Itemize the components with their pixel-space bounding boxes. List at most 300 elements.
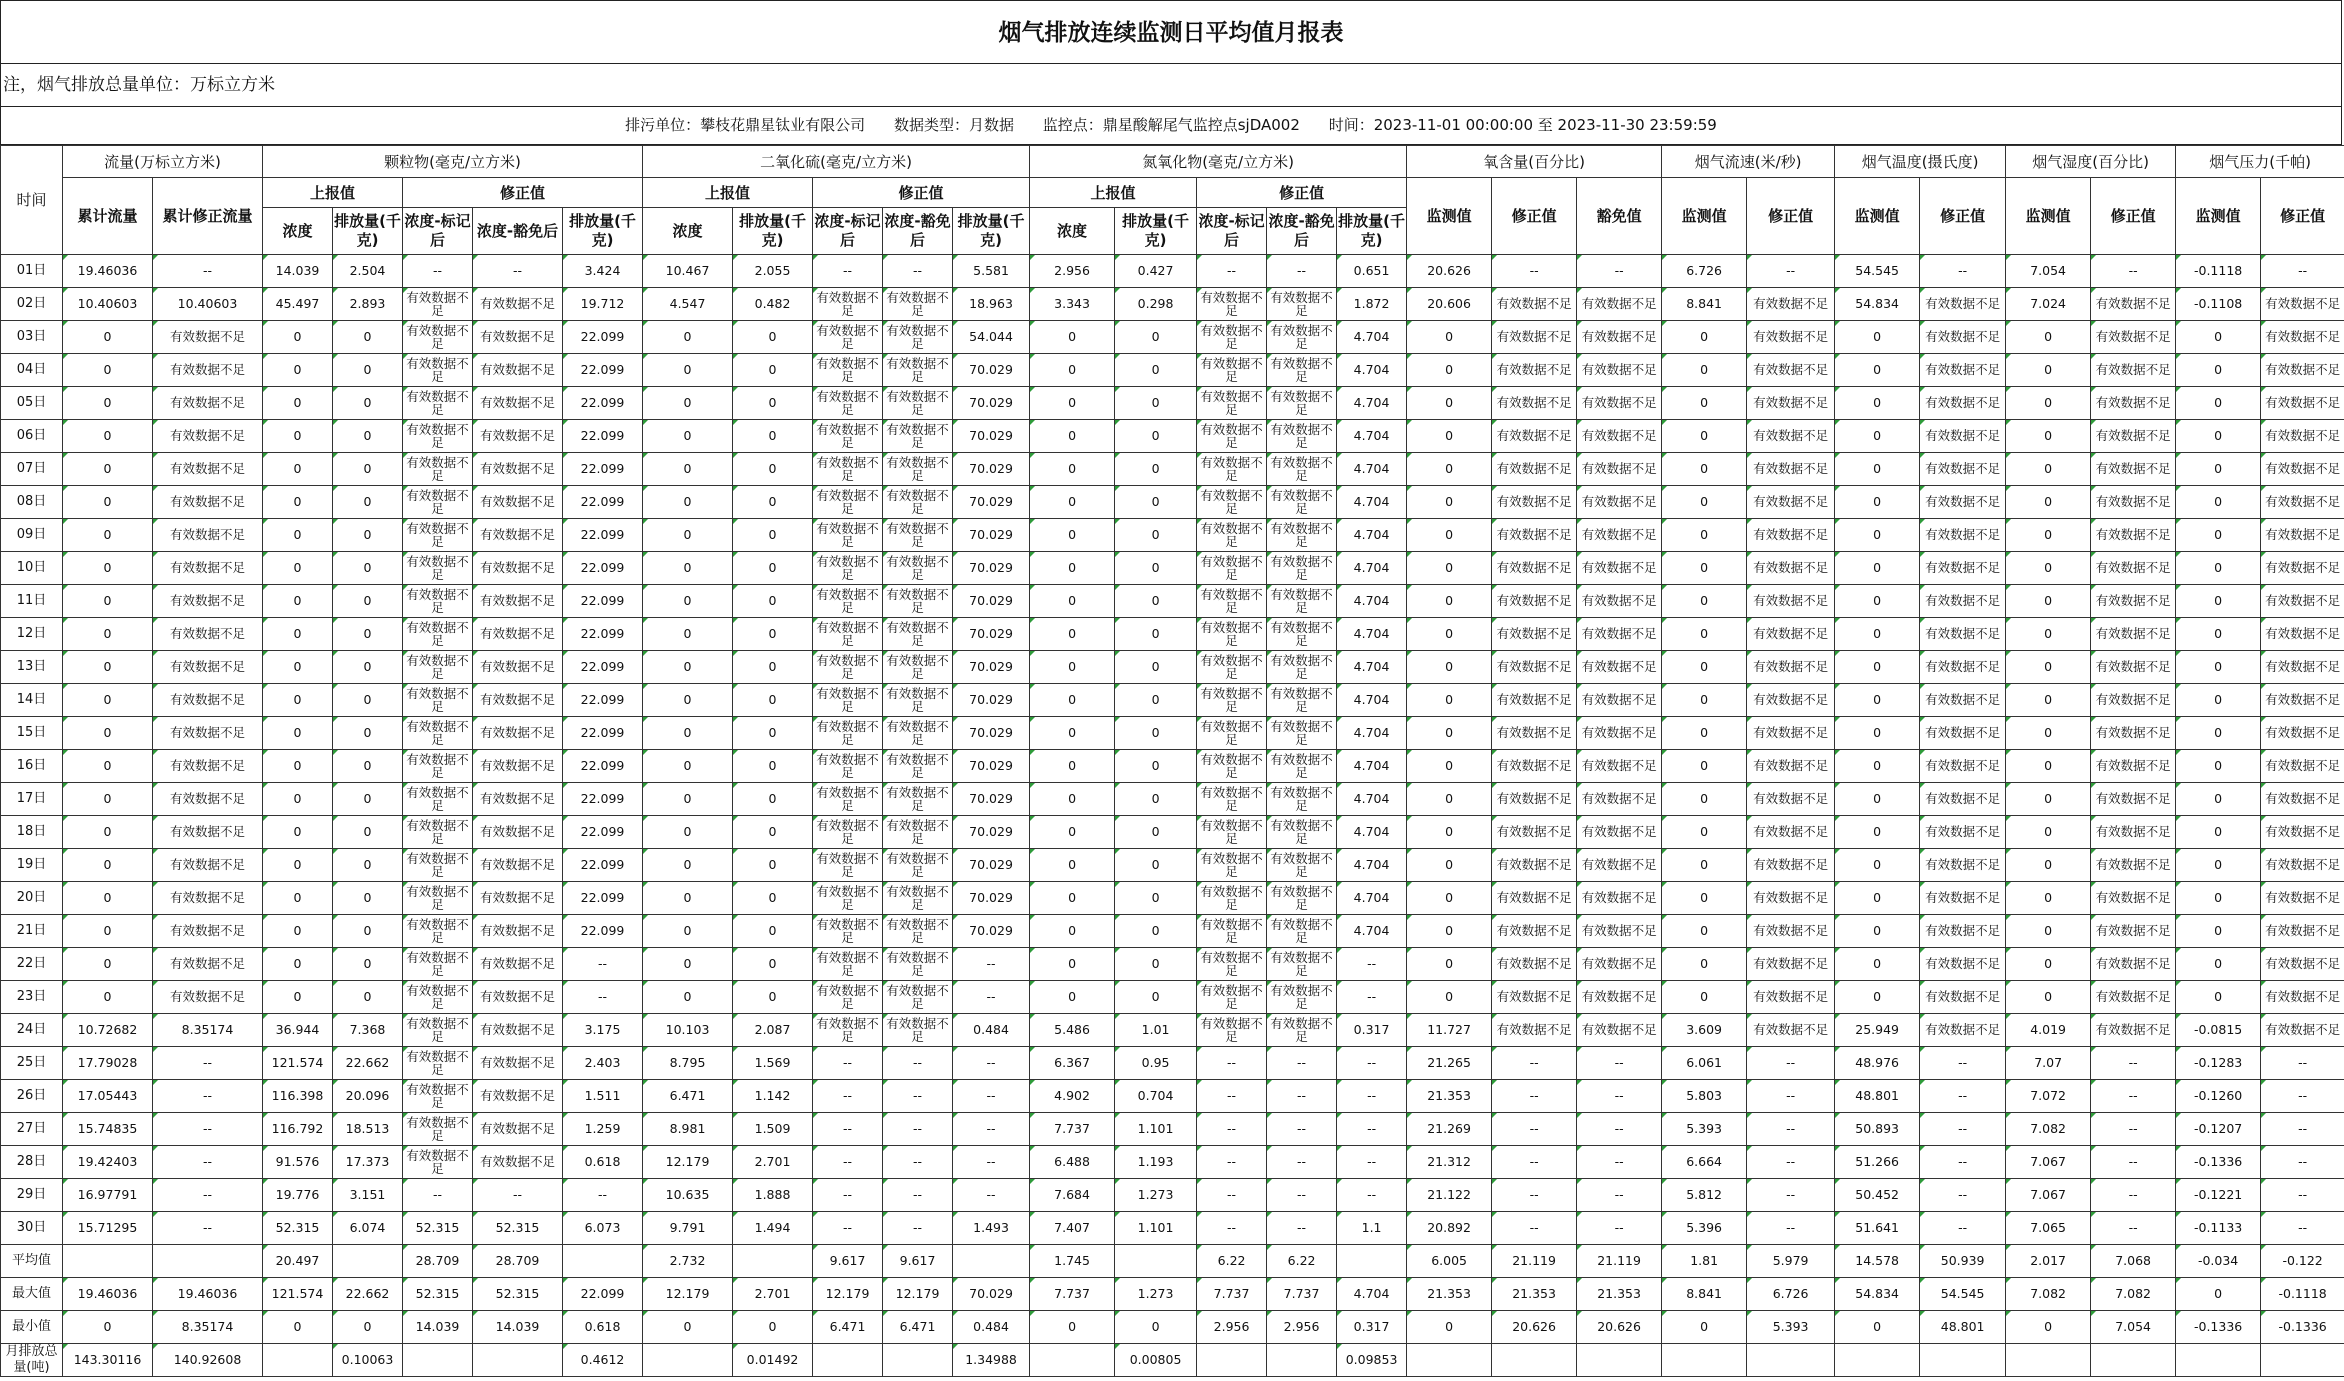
row-label: 月排放总量(吨)	[1, 1344, 63, 1377]
cell: 有效数据不足	[1920, 915, 2006, 948]
cell: 有效数据不足	[1267, 882, 1337, 915]
cell: 18.963	[953, 288, 1030, 321]
cell: 有效数据不足	[1197, 1014, 1267, 1047]
cell: 有效数据不足	[1747, 321, 1835, 354]
cell: --	[1197, 255, 1267, 288]
cell: 0	[643, 948, 733, 981]
cell: 1.193	[1115, 1146, 1197, 1179]
row-label: 05日	[1, 387, 63, 420]
cell: 1.511	[563, 1080, 643, 1113]
cell: 0	[643, 750, 733, 783]
cell: --	[953, 1113, 1030, 1146]
cell: 有效数据不足	[1492, 288, 1577, 321]
cell: 有效数据不足	[1577, 387, 1662, 420]
cell: 有效数据不足	[2261, 321, 2344, 354]
cell: 0	[63, 618, 153, 651]
cell: --	[1197, 1179, 1267, 1212]
cell: 70.029	[953, 486, 1030, 519]
cell: 有效数据不足	[1577, 750, 1662, 783]
cell: 有效数据不足	[813, 453, 883, 486]
cell: 0	[2176, 849, 2261, 882]
cell: -0.1133	[2176, 1212, 2261, 1245]
cell: --	[1267, 1080, 1337, 1113]
cell: 50.939	[1920, 1245, 2006, 1278]
cell: 14.039	[263, 255, 333, 288]
cell: 7.737	[1030, 1278, 1115, 1311]
cell: 有效数据不足	[2261, 717, 2344, 750]
cell	[473, 1344, 563, 1377]
cell: 0	[63, 519, 153, 552]
cell: 0	[1662, 420, 1747, 453]
cell: 有效数据不足	[1197, 618, 1267, 651]
cell: 0.298	[1115, 288, 1197, 321]
polluter-unit: 排污单位：攀枝花鼎星钛业有限公司	[625, 116, 866, 134]
cell: 0	[63, 717, 153, 750]
stats-row	[1, 1245, 2344, 1278]
cell: 有效数据不足	[2261, 453, 2344, 486]
cell: 0	[643, 585, 733, 618]
cell: 6.471	[643, 1080, 733, 1113]
stats-row	[1, 1344, 2344, 1377]
cell: 有效数据不足	[153, 552, 263, 585]
cell: 有效数据不足	[2091, 519, 2176, 552]
cell: 7.737	[1197, 1278, 1267, 1311]
cell: 0	[263, 585, 333, 618]
cell: 0	[1835, 1311, 1920, 1344]
cell: 0	[733, 849, 813, 882]
cell: 0	[333, 783, 403, 816]
cell: --	[953, 1146, 1030, 1179]
cell: 有效数据不足	[2261, 750, 2344, 783]
cell: 有效数据不足	[1577, 552, 1662, 585]
flow-group-header: 流量(万标立方米)	[63, 146, 263, 178]
cell: 有效数据不足	[2091, 750, 2176, 783]
cell: 0	[1115, 849, 1197, 882]
data-type: 数据类型：月数据	[893, 116, 1014, 134]
cell: 有效数据不足	[2091, 717, 2176, 750]
cell: --	[1747, 1080, 1835, 1113]
so2-conc-exempt-header: 浓度-豁免后	[883, 208, 953, 255]
cell: 4.704	[1337, 585, 1407, 618]
cell: 有效数据不足	[403, 1047, 473, 1080]
cell: 有效数据不足	[883, 453, 953, 486]
cell: 有效数据不足	[403, 1080, 473, 1113]
table-row	[1, 420, 2344, 453]
cell: 有效数据不足	[473, 750, 563, 783]
cell: 22.099	[563, 651, 643, 684]
cell: 0	[1662, 684, 1747, 717]
row-label: 23日	[1, 981, 63, 1014]
cell: 有效数据不足	[2091, 354, 2176, 387]
row-label: 16日	[1, 750, 63, 783]
cell: 有效数据不足	[473, 1047, 563, 1080]
cell: 0	[1407, 750, 1492, 783]
nox-report-header: 上报值	[1030, 178, 1197, 208]
cell: 0	[263, 552, 333, 585]
cell: 0	[643, 915, 733, 948]
cell: -0.1336	[2261, 1311, 2344, 1344]
cell: 有效数据不足	[1197, 684, 1267, 717]
cell: 15.74835	[63, 1113, 153, 1146]
cell: 有效数据不足	[2091, 948, 2176, 981]
cell: 0	[733, 354, 813, 387]
cell: 0	[1115, 585, 1197, 618]
cell: 0	[1115, 816, 1197, 849]
table-row	[1, 387, 2344, 420]
cell: 0	[2006, 849, 2091, 882]
cell: --	[1577, 255, 1662, 288]
cell: 0	[1407, 552, 1492, 585]
cell: 有效数据不足	[1747, 651, 1835, 684]
cell: --	[1920, 1146, 2006, 1179]
cell: 0	[333, 915, 403, 948]
cell: 有效数据不足	[1920, 783, 2006, 816]
cell: 3.175	[563, 1014, 643, 1047]
cell: --	[813, 1113, 883, 1146]
cell: 有效数据不足	[153, 453, 263, 486]
cell: 有效数据不足	[2261, 420, 2344, 453]
cell: 18.513	[333, 1113, 403, 1146]
cell: --	[2091, 1146, 2176, 1179]
cell: 4.704	[1337, 420, 1407, 453]
cell	[563, 1245, 643, 1278]
cell: 有效数据不足	[403, 816, 473, 849]
cell: 0	[643, 981, 733, 1014]
cell: 121.574	[263, 1278, 333, 1311]
cell: 70.029	[953, 717, 1030, 750]
cell: 有效数据不足	[1492, 354, 1577, 387]
cell: 有效数据不足	[2091, 552, 2176, 585]
so2-conc-header: 浓度	[643, 208, 733, 255]
cell: 有效数据不足	[813, 849, 883, 882]
cell: 0	[63, 651, 153, 684]
so2-group-header: 二氧化硫(毫克/立方米)	[643, 146, 1030, 178]
table-row	[1, 849, 2344, 882]
cell: 有效数据不足	[883, 684, 953, 717]
cell: 12.179	[813, 1278, 883, 1311]
cell: 有效数据不足	[1197, 420, 1267, 453]
cell: 4.704	[1337, 816, 1407, 849]
cell: 有效数据不足	[1920, 750, 2006, 783]
cell: 0	[733, 783, 813, 816]
cell: 有效数据不足	[1197, 288, 1267, 321]
cell: 2.701	[733, 1146, 813, 1179]
cell: 4.704	[1337, 684, 1407, 717]
cell: 有效数据不足	[1577, 321, 1662, 354]
cell: 0	[2006, 717, 2091, 750]
cell: 有效数据不足	[883, 882, 953, 915]
cell: 0	[643, 387, 733, 420]
cell: 2.732	[643, 1245, 733, 1278]
cell: 0	[2176, 816, 2261, 849]
cell: 有效数据不足	[1747, 1014, 1835, 1047]
cell: 有效数据不足	[2091, 387, 2176, 420]
cell: 有效数据不足	[1492, 783, 1577, 816]
cell: 0	[1835, 519, 1920, 552]
cell: 54.044	[953, 321, 1030, 354]
table-row	[1, 1080, 2344, 1113]
cell: 0.01492	[733, 1344, 813, 1377]
cell: 有效数据不足	[1492, 717, 1577, 750]
cell: 17.05443	[63, 1080, 153, 1113]
cell: --	[953, 1179, 1030, 1212]
cell: 4.704	[1337, 750, 1407, 783]
cell: 有效数据不足	[1577, 288, 1662, 321]
cell: 有效数据不足	[473, 915, 563, 948]
cell: 有效数据不足	[1267, 816, 1337, 849]
velocity-group-header: 烟气流速(米/秒)	[1662, 146, 1835, 178]
cell: 0	[1030, 783, 1115, 816]
cell: 有效数据不足	[403, 783, 473, 816]
cell: 0	[63, 981, 153, 1014]
cell: 48.801	[1835, 1080, 1920, 1113]
cell: --	[883, 1113, 953, 1146]
cell: 6.061	[1662, 1047, 1747, 1080]
cell: 有效数据不足	[473, 849, 563, 882]
cell: 4.704	[1337, 783, 1407, 816]
cell: 有效数据不足	[883, 552, 953, 585]
cell: --	[473, 1179, 563, 1212]
cell: 有效数据不足	[1492, 750, 1577, 783]
cell: 21.265	[1407, 1047, 1492, 1080]
cell: 0	[2176, 387, 2261, 420]
cell: 4.704	[1337, 354, 1407, 387]
cell: --	[153, 1080, 263, 1113]
cell: 0	[2176, 618, 2261, 651]
cell: --	[1747, 1146, 1835, 1179]
cell: 0	[63, 1311, 153, 1344]
cell: 有效数据不足	[1267, 684, 1337, 717]
cell: 6.22	[1267, 1245, 1337, 1278]
cell: 有效数据不足	[1747, 948, 1835, 981]
cell: 有效数据不足	[813, 321, 883, 354]
cell	[2176, 1344, 2261, 1377]
cell: 0	[2006, 552, 2091, 585]
cell: 4.704	[1337, 915, 1407, 948]
cell: 70.029	[953, 750, 1030, 783]
cell: 有效数据不足	[2091, 486, 2176, 519]
cell: 0	[1030, 321, 1115, 354]
cell: 8.841	[1662, 288, 1747, 321]
cell: 2.956	[1030, 255, 1115, 288]
cell: 0	[2006, 321, 2091, 354]
cell: 0	[333, 882, 403, 915]
cell: --	[813, 1047, 883, 1080]
cell: 5.812	[1662, 1179, 1747, 1212]
cell: --	[2091, 1080, 2176, 1113]
cell: 有效数据不足	[1267, 585, 1337, 618]
cell: 有效数据不足	[403, 552, 473, 585]
cell: 0	[2006, 915, 2091, 948]
cell: 0	[1662, 321, 1747, 354]
cell: -0.1118	[2261, 1278, 2344, 1311]
cell: 0	[1030, 882, 1115, 915]
cell	[1492, 1344, 1577, 1377]
cell: 有效数据不足	[2091, 783, 2176, 816]
cell: 0	[2176, 453, 2261, 486]
cell: 有效数据不足	[813, 585, 883, 618]
cell: 0	[643, 321, 733, 354]
cell: 54.834	[1835, 288, 1920, 321]
cell: 0	[1115, 1311, 1197, 1344]
row-label: 11日	[1, 585, 63, 618]
cell: 有效数据不足	[473, 1113, 563, 1146]
cell: 0	[63, 915, 153, 948]
cell: 51.266	[1835, 1146, 1920, 1179]
cell: 0	[1835, 651, 1920, 684]
cell: 0	[1115, 453, 1197, 486]
cell: 0	[2006, 387, 2091, 420]
cell: 有效数据不足	[883, 519, 953, 552]
vel-mon-header: 监测值	[1662, 178, 1747, 255]
table-header	[1, 146, 2344, 255]
cell: 有效数据不足	[153, 981, 263, 1014]
cell: 0	[2176, 420, 2261, 453]
cell: 48.976	[1835, 1047, 1920, 1080]
cell: 0	[2006, 585, 2091, 618]
cell: 0	[1835, 717, 1920, 750]
cell: 有效数据不足	[1577, 981, 1662, 1014]
cell: 0	[2176, 321, 2261, 354]
cell: 0	[1407, 618, 1492, 651]
row-label: 最小值	[1, 1311, 63, 1344]
cell: 0	[2006, 651, 2091, 684]
cell: 有效数据不足	[1920, 717, 2006, 750]
cell: 有效数据不足	[1197, 321, 1267, 354]
cell: 1.1	[1337, 1212, 1407, 1245]
cell: 6.22	[1197, 1245, 1267, 1278]
cell: --	[1337, 1179, 1407, 1212]
cell: 有效数据不足	[813, 552, 883, 585]
cell: 0	[263, 684, 333, 717]
cell: 有效数据不足	[1747, 849, 1835, 882]
cell: 有效数据不足	[1577, 354, 1662, 387]
cell: --	[1197, 1080, 1267, 1113]
cell: 0	[63, 321, 153, 354]
cell: 有效数据不足	[403, 321, 473, 354]
cell: 有效数据不足	[153, 816, 263, 849]
cell: 9.617	[883, 1245, 953, 1278]
cell: 0	[2006, 882, 2091, 915]
cell: 有效数据不足	[2261, 981, 2344, 1014]
table-row	[1, 255, 2344, 288]
cell: 有效数据不足	[883, 288, 953, 321]
cell: 有效数据不足	[1920, 387, 2006, 420]
cell: 7.054	[2006, 255, 2091, 288]
cell: 有效数据不足	[153, 717, 263, 750]
cell: 0	[1662, 750, 1747, 783]
nox-corr-header: 修正值	[1197, 178, 1407, 208]
cell: --	[1920, 1047, 2006, 1080]
cell: --	[883, 1047, 953, 1080]
cell: --	[2261, 255, 2344, 288]
cell: --	[2261, 1080, 2344, 1113]
cell: 0	[1407, 585, 1492, 618]
cell	[1577, 1344, 1662, 1377]
row-label: 30日	[1, 1212, 63, 1245]
cell: 4.704	[1337, 321, 1407, 354]
cell: 0	[1115, 717, 1197, 750]
cell: 0.317	[1337, 1014, 1407, 1047]
cell: 有效数据不足	[1577, 453, 1662, 486]
cell: 0	[1115, 552, 1197, 585]
cell: 有效数据不足	[883, 420, 953, 453]
cell: 7.082	[2006, 1113, 2091, 1146]
cell: 5.581	[953, 255, 1030, 288]
cell: 有效数据不足	[1492, 651, 1577, 684]
pm-conc-exempt-header: 浓度-豁免后	[473, 208, 563, 255]
cell: 有效数据不足	[2261, 816, 2344, 849]
cell: --	[1337, 948, 1407, 981]
cell: 0	[1662, 948, 1747, 981]
cell	[1407, 1344, 1492, 1377]
cell: 12.179	[643, 1146, 733, 1179]
cell: 0	[263, 981, 333, 1014]
table-row	[1, 618, 2344, 651]
table-body	[1, 255, 2344, 1377]
cell: 0	[63, 585, 153, 618]
cell: 0	[1407, 354, 1492, 387]
cell: 有效数据不足	[1267, 981, 1337, 1014]
cell: 有效数据不足	[1267, 618, 1337, 651]
cell: --	[883, 255, 953, 288]
cell: 10.467	[643, 255, 733, 288]
cell: --	[1747, 1179, 1835, 1212]
cell: 有效数据不足	[1920, 684, 2006, 717]
cell: 22.099	[563, 849, 643, 882]
cell: 10.72682	[63, 1014, 153, 1047]
cell: 有效数据不足	[1920, 453, 2006, 486]
cell: 52.315	[473, 1278, 563, 1311]
cell: 有效数据不足	[2091, 1014, 2176, 1047]
cell: 0	[333, 354, 403, 387]
cell: 0	[643, 684, 733, 717]
cell: --	[813, 1080, 883, 1113]
cell: 有效数据不足	[1492, 420, 1577, 453]
cell: 0	[1407, 486, 1492, 519]
cell: 21.122	[1407, 1179, 1492, 1212]
cell: --	[1337, 981, 1407, 1014]
cell: 0	[2006, 816, 2091, 849]
cell: 0	[333, 717, 403, 750]
cell: 0	[1662, 486, 1747, 519]
cell: 有效数据不足	[473, 948, 563, 981]
cell: 有效数据不足	[1492, 915, 1577, 948]
cell: 0	[333, 552, 403, 585]
cell: 8.841	[1662, 1278, 1747, 1311]
cell: 0	[263, 948, 333, 981]
cell: 11.727	[1407, 1014, 1492, 1047]
row-label: 26日	[1, 1080, 63, 1113]
cell	[2261, 1344, 2344, 1377]
cell: 有效数据不足	[153, 684, 263, 717]
cell: 0	[733, 552, 813, 585]
cell: 有效数据不足	[2261, 618, 2344, 651]
cell: 0	[733, 915, 813, 948]
cell: 0	[733, 1311, 813, 1344]
cell: --	[403, 1179, 473, 1212]
cell: 0	[63, 552, 153, 585]
cell: 0	[63, 684, 153, 717]
cell	[2091, 1344, 2176, 1377]
cell: 0	[1662, 618, 1747, 651]
cell: 52.315	[403, 1212, 473, 1245]
cell: 70.029	[953, 585, 1030, 618]
cell: --	[473, 255, 563, 288]
cell: 0	[1835, 552, 1920, 585]
cell: 有效数据不足	[153, 882, 263, 915]
cell: 17.79028	[63, 1047, 153, 1080]
